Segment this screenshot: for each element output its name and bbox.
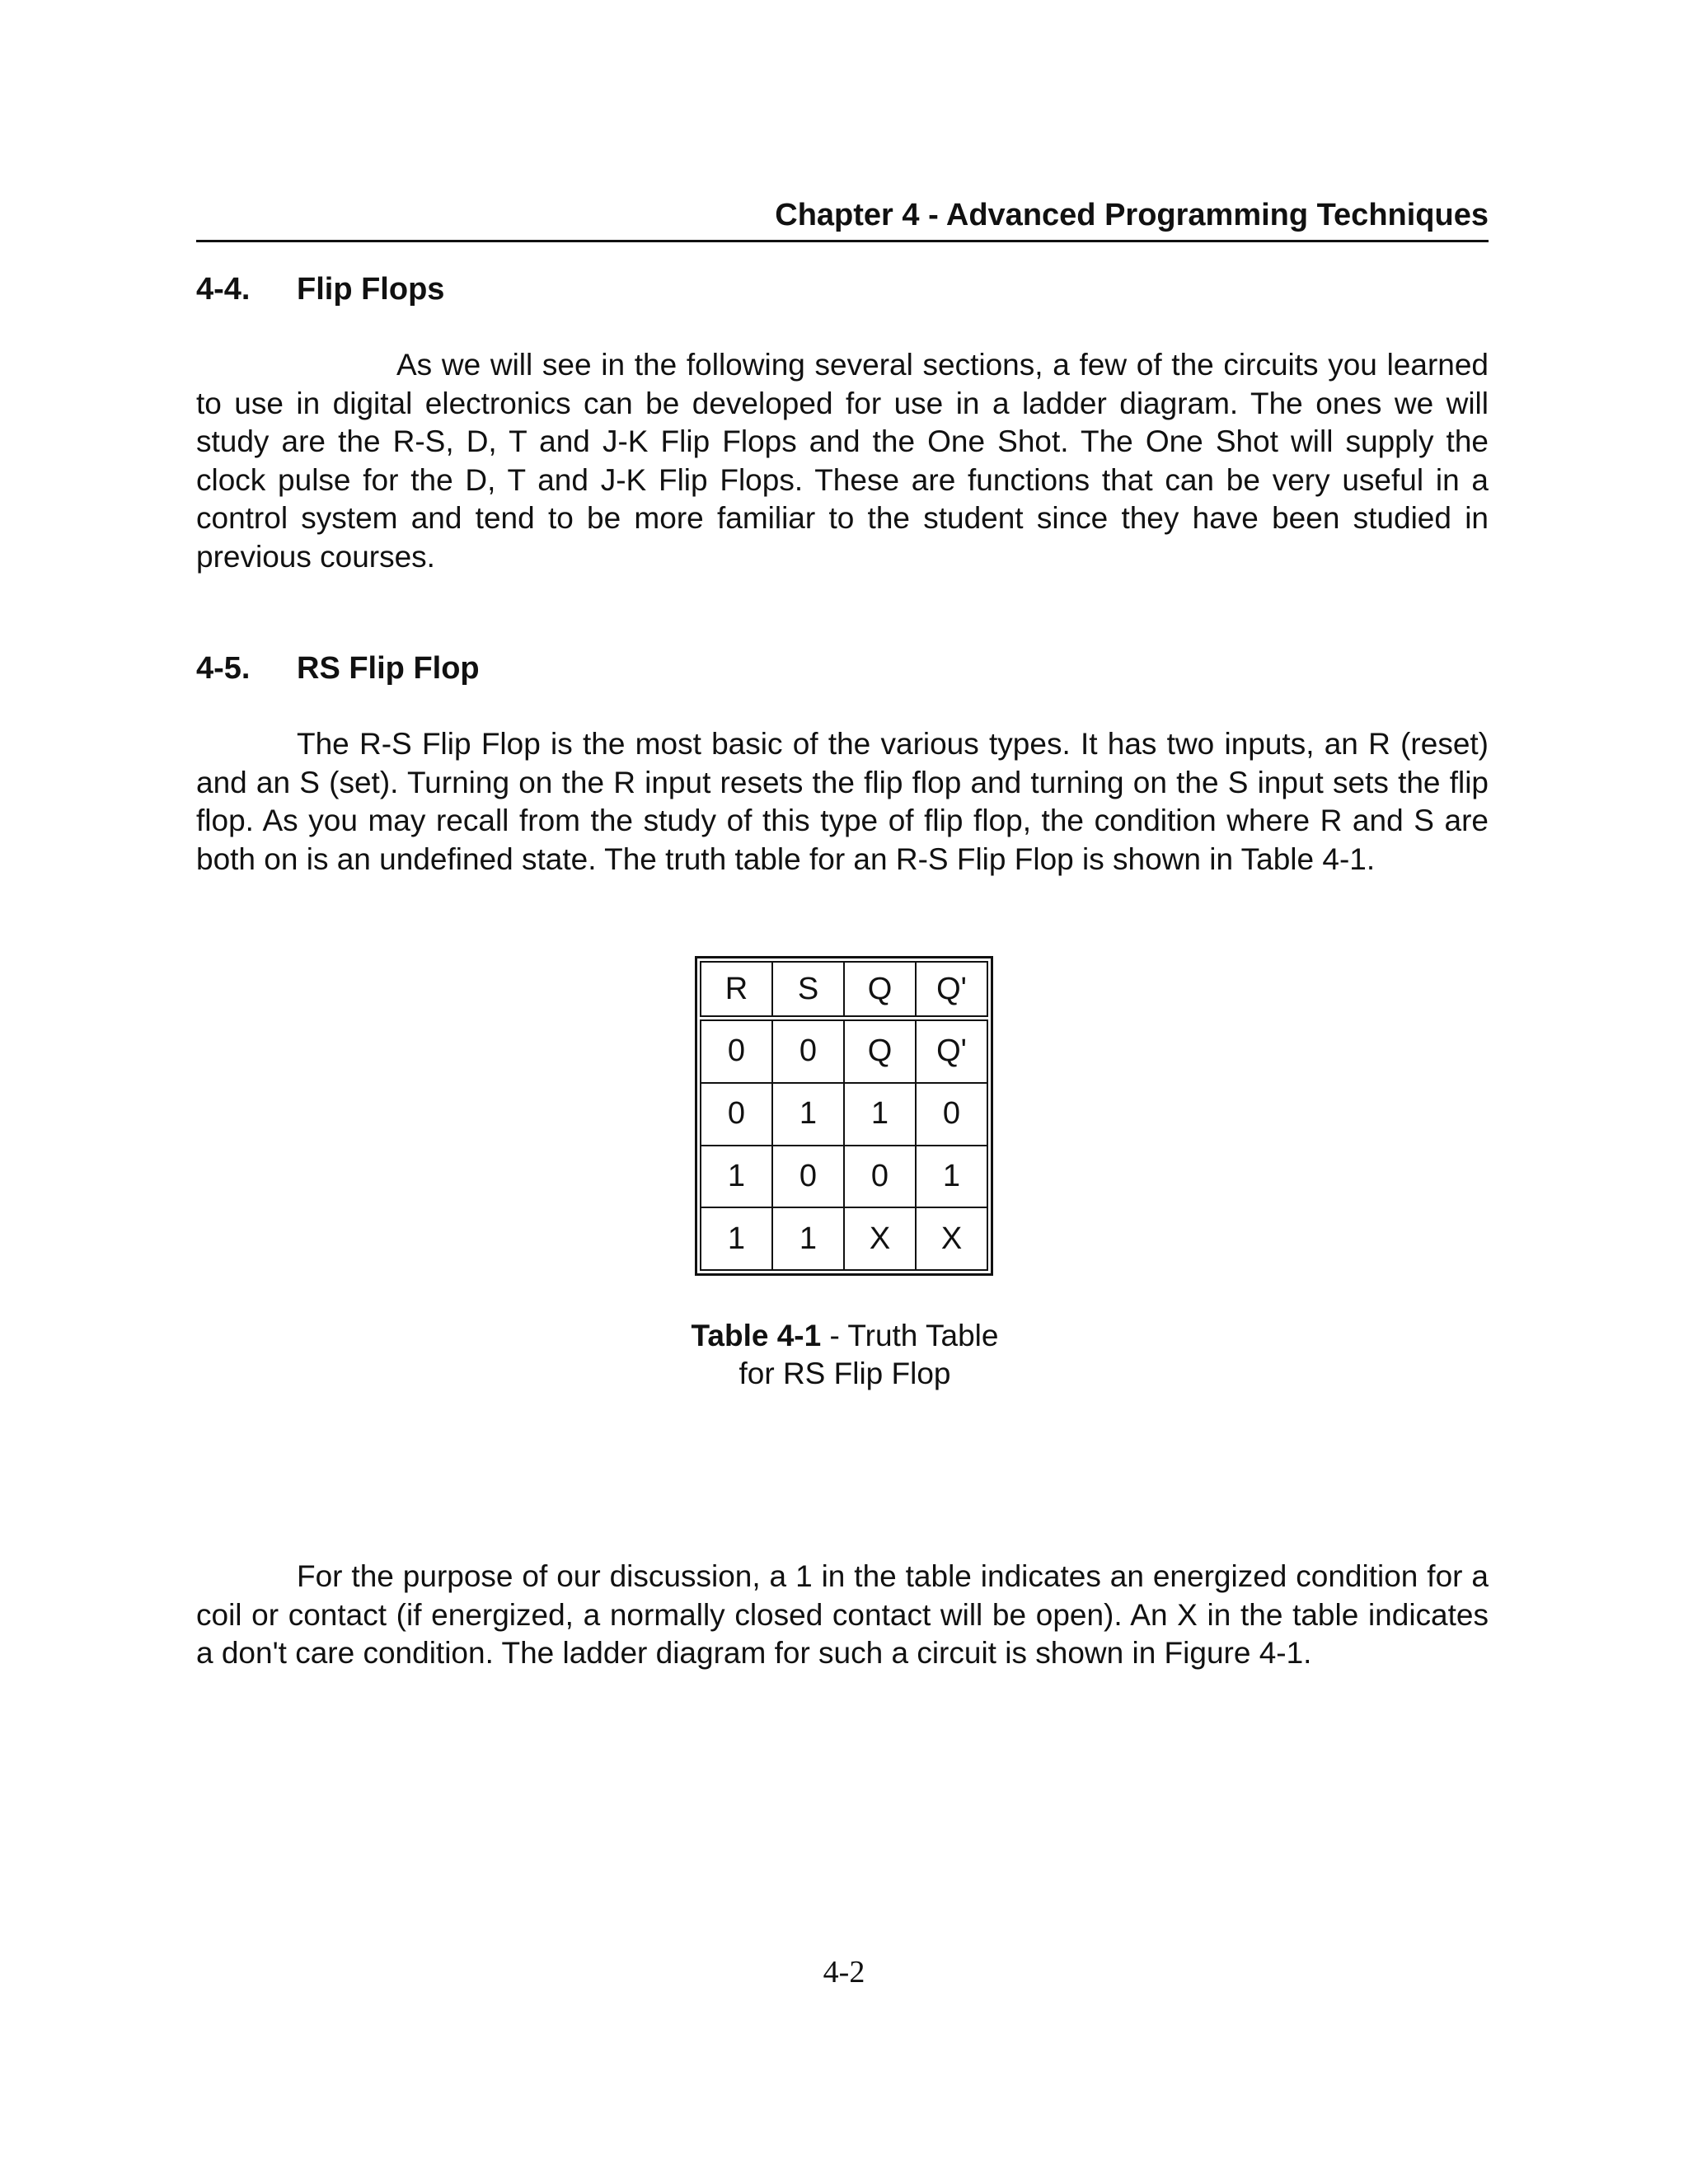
section-title: Flip Flops (297, 272, 445, 307)
table-caption (684, 1317, 1006, 1393)
header-cell-r: R (701, 962, 772, 1019)
section-heading-4-4 (196, 270, 444, 308)
header-cell-q-prime: Q' (916, 962, 987, 1019)
paragraph-rs-flip-flop: The R-S Flip Flop is the most basic of the various types. It has two inputs, an R (reset) and an S (set). Turning on the R input resets the flip flop and turning on the S input sets the flip flop. As you may recall from the study of this type of flip flop, the condition where R and S are both on is an undefined state. The truth table for an R-S Flip Flop is shown in Table 4-1. (196, 727, 1489, 876)
table-cell: 1 (772, 1207, 844, 1270)
section-title: RS Flip Flop (297, 651, 480, 686)
paragraph-discussion: For the purpose of our discussion, a 1 in the table indicates an energized condition for a coil or contact (if energized, a normally closed contact will be open). An X in the table indicates a don't care condition. The ladder diagram for such a circuit is shown in Figure 4-1. (196, 1559, 1489, 1670)
table-cell: 0 (844, 1146, 916, 1208)
table-row (701, 1083, 987, 1146)
header-cell-q: Q (844, 962, 916, 1019)
table-row (701, 1146, 987, 1208)
table-cell: 0 (772, 1019, 844, 1083)
section-number: 4-5. (196, 651, 251, 686)
truth-table (700, 961, 988, 1271)
table-cell: Q (844, 1019, 916, 1083)
table-cell: 1 (701, 1207, 772, 1270)
page-number: 4-2 (823, 1955, 865, 1990)
table-cell: 0 (772, 1146, 844, 1208)
table-cell: 0 (916, 1083, 987, 1146)
header-cell-s: S (772, 962, 844, 1019)
paragraph-flip-flops-intro: As we will see in the following several sections, a few of the circuits you learned to use in digital electronics can be developed for use in a ladder diagram. The ones we will study are the R-S, D, T and J-K Flip Flops and the One Shot. The One Shot will supply the clock pulse for the D, T and J-K Flip Flops. These are functions that can be very useful in a control system and tend to be more familiar to the student since they have been studied in previous courses. (196, 348, 1489, 574)
table-row (701, 1207, 987, 1270)
table-cell: 1 (844, 1083, 916, 1146)
table-cell: 0 (701, 1083, 772, 1146)
table-cell: 0 (701, 1019, 772, 1083)
section-heading-4-5 (196, 649, 480, 687)
table-cell: X (844, 1207, 916, 1270)
table-cell: Q' (916, 1019, 987, 1083)
section-number: 4-4. (196, 272, 251, 307)
truth-table-frame (695, 956, 993, 1276)
table-cell: X (916, 1207, 987, 1270)
caption-label: Table 4-1 (691, 1319, 822, 1352)
table-row (701, 1019, 987, 1083)
table-cell: 1 (772, 1083, 844, 1146)
table-cell: 1 (916, 1146, 987, 1208)
table-cell: 1 (701, 1146, 772, 1208)
caption-text: - Truth Table for RS Flip Flop (738, 1319, 999, 1390)
truth-table-header-row (701, 962, 987, 1019)
running-header: Chapter 4 - Advanced Programming Techniques (196, 194, 1489, 242)
